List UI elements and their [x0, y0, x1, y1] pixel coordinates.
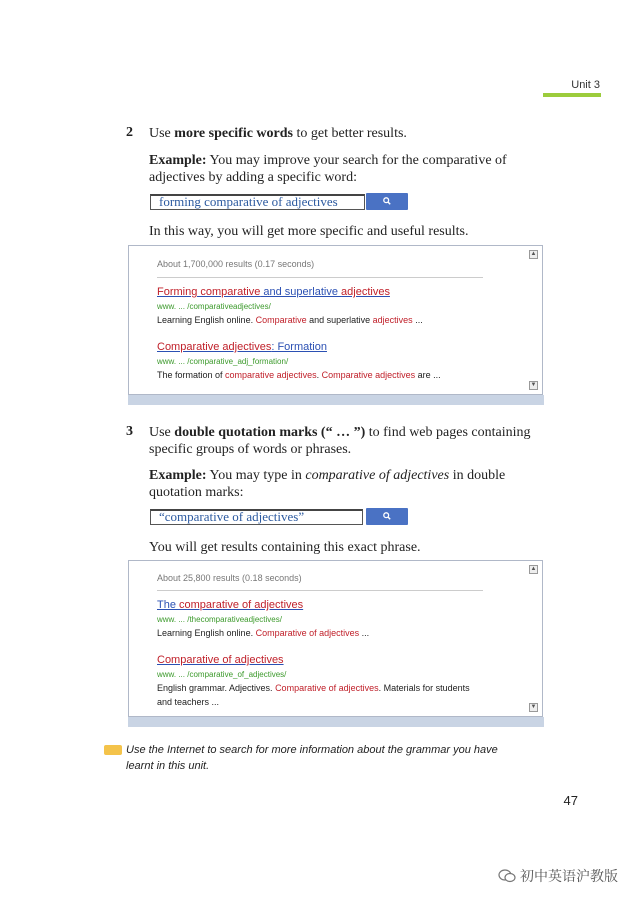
search-input[interactable]: “comparative of adjectives” [150, 509, 363, 525]
result-title-link[interactable]: Forming comparative and superlative adjectives [157, 286, 390, 298]
section3-lead: Use double quotation marks (“ … ”) to find web pages containing specific groups of words or phrases. [149, 425, 531, 457]
result-snippet: Learning English online. Comparative of adjectives ... [157, 628, 370, 638]
results-count: About 1,700,000 results (0.17 seconds) [157, 259, 315, 269]
divider [157, 277, 483, 278]
scroll-down-arrow[interactable]: ▼ [530, 382, 537, 388]
result-snippet: Learning English online. Comparative and superlative adjectives ... [157, 315, 423, 325]
search-icon [383, 197, 391, 205]
search-results-panel [128, 245, 543, 395]
scroll-up-arrow[interactable]: ▲ [530, 566, 537, 572]
result-title-link[interactable]: Comparative adjectives: Formation [157, 341, 327, 353]
search-results-panel [128, 560, 543, 717]
watermark-text: 初中英语沪教版 [520, 869, 618, 885]
result-url: www. ... /comparative_adj_formation/ [157, 357, 289, 366]
search-input[interactable]: forming comparative of adjectives [150, 194, 365, 210]
result-url: www. ... /thecomparativeadjectives/ [157, 615, 282, 624]
section3-example: Example: You may type in comparative of adjectives in double quotation marks: [149, 468, 506, 500]
page-number: 47 [563, 793, 578, 808]
note-marker-icon [104, 745, 122, 755]
divider [157, 590, 483, 591]
unit-accent-bar [543, 93, 601, 97]
result-url: www. ... /comparative_of_adjectives/ [157, 670, 287, 679]
section2-lead: Use more specific words to get better results. [149, 126, 407, 141]
results-count: About 25,800 results (0.18 seconds) [157, 573, 302, 583]
result-snippet: English grammar. Adjectives. Comparative of adjectives. Materials for students and teachers ... [157, 683, 470, 707]
result-snippet: The formation of comparative adjectives. Comparative adjectives are ... [157, 370, 441, 380]
result-title-link[interactable]: The comparative of adjectives [157, 599, 304, 611]
item-number-3: 3 [126, 424, 133, 439]
search-button[interactable] [366, 193, 408, 210]
section2-example: Example: You may improve your search for the comparative of adjectives by adding a specific word: [149, 153, 507, 185]
panel-bottom-bar [128, 395, 544, 405]
note-text: Use the Internet to search for more information about the grammar you have learnt in this unit. [126, 744, 498, 772]
search-button[interactable] [366, 508, 408, 525]
unit-label: Unit 3 [571, 79, 600, 91]
scroll-up-arrow[interactable]: ▲ [530, 251, 537, 257]
section2-after: In this way, you will get more specific and useful results. [149, 224, 469, 239]
wechat-icon [498, 869, 516, 883]
section3-after: You will get results containing this exact phrase. [149, 540, 421, 555]
result-title-link[interactable]: Comparative of adjectives [157, 654, 284, 666]
scroll-down-arrow[interactable]: ▼ [530, 704, 537, 710]
search-icon [383, 512, 391, 520]
panel-bottom-bar [128, 717, 544, 727]
result-url: www. ... /comparativeadjectives/ [157, 302, 271, 311]
item-number-2: 2 [126, 125, 133, 140]
watermark [498, 866, 618, 886]
